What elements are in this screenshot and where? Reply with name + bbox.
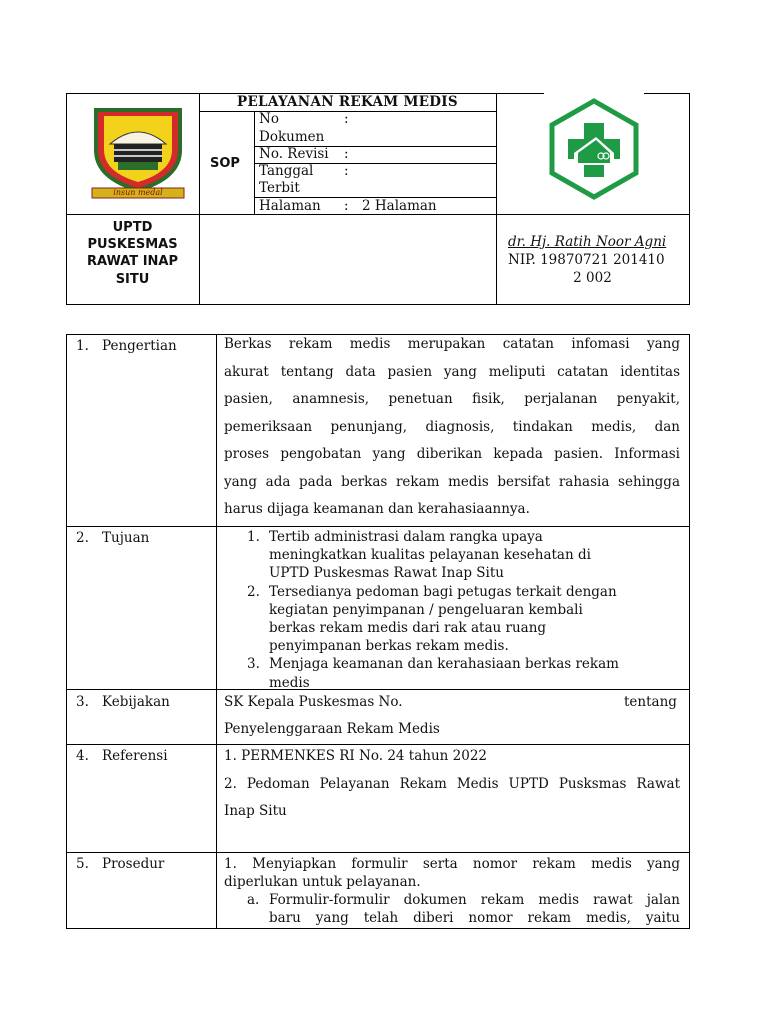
document-title: PELAYANAN REKAM MEDIS: [237, 94, 458, 110]
district-emblem-logo: [88, 104, 188, 200]
tujuan-item: 1. Tertib administrasi dalam rangka upaya meningkatkan kualitas pelayanan kesehatan di UPTD Puskesmas Rawat Inap Situ: [247, 529, 591, 582]
signatory-nip-cont: 2 002: [573, 270, 612, 286]
logo-banner-text: insun medal: [113, 188, 163, 197]
pengertian-line: harus dijaga keamanan dan kerahasiaannya.: [224, 501, 530, 517]
pengertian-line: proses pengobatan yang diberikan kepada pasien. Informasi: [224, 446, 680, 462]
sop-label: SOP: [210, 156, 240, 171]
pengertian-line: pemeriksaan penunjang, diagnosis, tindakan medis, dan: [224, 418, 680, 435]
pengertian-line: Berkas rekam medis merupakan catatan infomasi yang: [224, 336, 680, 352]
pengertian-line: pasien, anamnesis, penetuan fisik, perjalanan penyakit,: [224, 391, 680, 407]
tujuan-item: 3. Menjaga keamanan dan kerahasiaan berkas rekam medis: [247, 656, 619, 691]
pengertian-line: yang ada pada berkas rekam medis bersifat rahasia sehingga: [224, 473, 680, 490]
puskesmas-logo: [544, 93, 644, 203]
tujuan-item: 2. Tersedianya pedoman bagi petugas terkait dengan kegiatan penyimpanan / pengeluaran kembali berkas rekam medis dari rak atau ruang penyimpanan berkas rekam medis.: [247, 583, 617, 655]
signatory-name: dr. Hj. Ratih Noor Agni: [508, 234, 667, 250]
signatory-nip: NIP. 19870721 201410: [508, 252, 665, 268]
pengertian-line: akurat tentang data pasien yang meliputi catatan identitas: [224, 363, 680, 380]
